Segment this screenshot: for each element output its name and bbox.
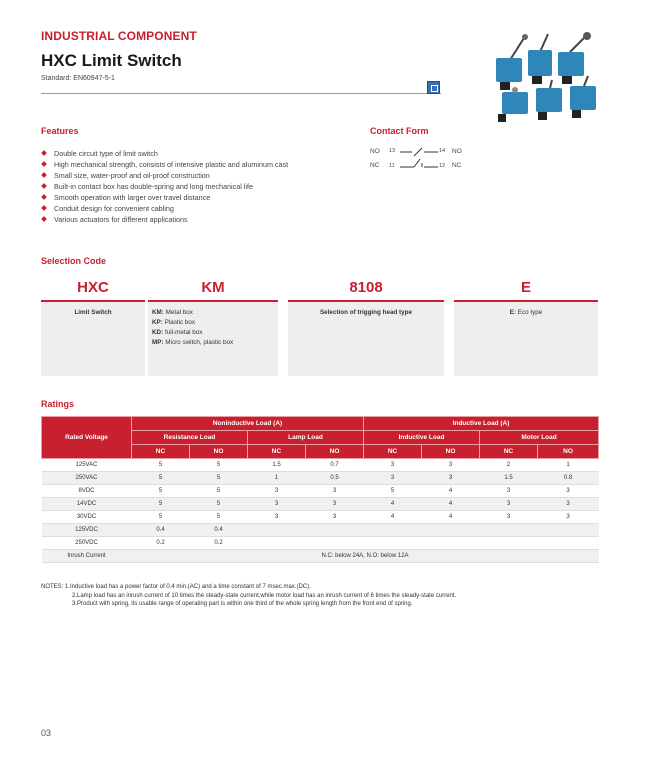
- contact-left-top-num: 13: [389, 148, 396, 154]
- table-row: [42, 485, 599, 498]
- desc-type: E: Eco type: [454, 302, 598, 376]
- cell: 0.2: [190, 537, 248, 550]
- document-icon[interactable]: [427, 81, 440, 94]
- ratings-title: Ratings: [41, 399, 75, 409]
- cell: 0.7: [306, 459, 364, 472]
- feature-item: Smooth operation with larger over travel distance: [41, 192, 341, 203]
- cell: 4: [422, 498, 480, 511]
- cell: 3: [248, 498, 306, 511]
- header-lamp: Lamp Load: [248, 431, 364, 445]
- cell: 4: [422, 511, 480, 524]
- cell: [248, 537, 306, 550]
- cell: 5: [190, 498, 248, 511]
- cell: [306, 537, 364, 550]
- cell: 3: [538, 485, 599, 498]
- header-no: NO: [422, 445, 480, 459]
- table-row: [42, 459, 599, 472]
- cell: 5: [364, 485, 422, 498]
- features-title: Features: [41, 126, 79, 136]
- page-title: HXC Limit Switch: [41, 51, 182, 70]
- cell: 5: [132, 485, 190, 498]
- cell: [422, 537, 480, 550]
- cell: 30VDC: [42, 511, 132, 524]
- table-row: [42, 498, 599, 511]
- cell: 1.5: [248, 459, 306, 472]
- cell: 3: [480, 511, 538, 524]
- cell: 5: [132, 498, 190, 511]
- inrush-label: Inrush Current: [42, 550, 132, 563]
- table-row: [42, 524, 599, 537]
- cell: 3: [480, 498, 538, 511]
- cell: [364, 524, 422, 537]
- cell: 4: [364, 498, 422, 511]
- header-nc: NC: [248, 445, 306, 459]
- cell: 1: [538, 459, 599, 472]
- code-series: HXC: [41, 276, 145, 302]
- notes: [41, 583, 601, 609]
- header-motor: Motor Load: [480, 431, 599, 445]
- ratings-table: [41, 416, 599, 563]
- features-list: [41, 148, 341, 225]
- header-no: NO: [190, 445, 248, 459]
- cell: 3: [538, 511, 599, 524]
- feature-item: Double circuit type of limit switch: [41, 148, 341, 159]
- cell: 3: [538, 498, 599, 511]
- contact-left-bottom-num: 11: [389, 163, 395, 169]
- header-inductive-load: Inductive Load: [364, 431, 480, 445]
- header-no: NO: [538, 445, 599, 459]
- cell: 250VAC: [42, 472, 132, 485]
- desc-box-item: KM: Metal box: [152, 309, 193, 316]
- cell: 4: [364, 511, 422, 524]
- cell: 5: [132, 472, 190, 485]
- page-number: 03: [41, 728, 52, 738]
- feature-item: Built-in contact box has double-spring and long mechanical life: [41, 181, 341, 192]
- table-row: [42, 511, 599, 524]
- cell: 3: [364, 459, 422, 472]
- desc-box-item: MP: Micro switch, plastic box: [152, 339, 234, 346]
- cell: [480, 537, 538, 550]
- note-line: 2.Lamp load has an inrush current of 10 times the steady-state current,while motor load has an inrush current of 6 times the steady-state current.: [72, 592, 457, 599]
- cell: 3: [248, 485, 306, 498]
- cell: 5: [190, 459, 248, 472]
- header-inductive: Inductive Load (A): [364, 417, 599, 431]
- feature-item: Small size, water-proof and oil-proof construction: [41, 170, 341, 181]
- cell: 5: [132, 459, 190, 472]
- cell: 5: [132, 511, 190, 524]
- header-no: NO: [306, 445, 364, 459]
- cell: 250VDC: [42, 537, 132, 550]
- cell: 8VDC: [42, 485, 132, 498]
- desc-box-item: KP: Plastic box: [152, 319, 196, 326]
- cell: 1.5: [480, 472, 538, 485]
- contact-form-diagram: [370, 146, 480, 176]
- desc-box-item: KD: full-metal box: [152, 329, 203, 336]
- cell: 4: [422, 485, 480, 498]
- switch-1: [496, 34, 528, 90]
- table-row-inrush: [42, 550, 599, 563]
- header-nc: NC: [364, 445, 422, 459]
- cell: 3: [248, 511, 306, 524]
- category-label: INDUSTRIAL COMPONENT: [41, 29, 197, 43]
- note-line: 3.Product with spring, its usable range of operating part is within one third of the whole spring length from the front end of spring.: [72, 601, 413, 607]
- feature-item: High mechanical strength, consists of intensive plastic and aluminum cast: [41, 159, 341, 170]
- cell: [538, 524, 599, 537]
- header-divider: [41, 93, 441, 94]
- feature-item: Conduit design for convenient cabling: [41, 203, 341, 214]
- header-rated-voltage: Rated Voltage: [42, 417, 132, 459]
- cell: 0.4: [132, 524, 190, 537]
- cell: 5: [190, 511, 248, 524]
- cell: [306, 524, 364, 537]
- desc-series: Limit Switch: [41, 302, 145, 376]
- cell: 3: [306, 485, 364, 498]
- switch-4: [498, 87, 528, 122]
- switch-6: [570, 76, 596, 118]
- cell: 5: [190, 485, 248, 498]
- cell: 5: [190, 472, 248, 485]
- code-head: 8108: [288, 276, 444, 302]
- contact-left-bottom: NC: [370, 162, 380, 169]
- contact-right-bottom: NC: [452, 162, 462, 169]
- cell: 125VAC: [42, 459, 132, 472]
- contact-form-title: Contact Form: [370, 126, 429, 136]
- cell: 0.8: [538, 472, 599, 485]
- feature-item: Various actuators for different applications: [41, 214, 341, 225]
- contact-right-bottom-num: 12: [439, 163, 446, 169]
- header-nc: NC: [480, 445, 538, 459]
- product-image: [488, 30, 608, 125]
- desc-box: [148, 302, 278, 376]
- cell: 14VDC: [42, 498, 132, 511]
- cell: 3: [306, 511, 364, 524]
- cell: [364, 537, 422, 550]
- switch-2: [528, 34, 552, 84]
- cell: 0.5: [306, 472, 364, 485]
- cell: [480, 524, 538, 537]
- cell: 1: [248, 472, 306, 485]
- table-row: [42, 537, 599, 550]
- cell: 3: [422, 459, 480, 472]
- switch-5: [536, 80, 562, 120]
- cell: [248, 524, 306, 537]
- cell: 0.2: [132, 537, 190, 550]
- cell: 2: [480, 459, 538, 472]
- header-resistance: Resistance Load: [132, 431, 248, 445]
- code-type: E: [454, 276, 598, 302]
- header-noninductive: Noninductive Load (A): [132, 417, 364, 431]
- switch-3: [558, 32, 591, 84]
- header-nc: NC: [132, 445, 190, 459]
- contact-left-top: NO: [370, 148, 380, 155]
- table-row: [42, 472, 599, 485]
- selection-code-title: Selection Code: [41, 256, 107, 266]
- desc-head: Selection of trigging head type: [288, 302, 444, 376]
- inrush-value: N.C: below 24A, N.O: below 12A: [132, 550, 599, 563]
- contact-symbol: [400, 146, 440, 176]
- cell: 125VDC: [42, 524, 132, 537]
- note-line: NOTES: 1.Inductive load has a power factor of 0.4 min.(AC) and a time constant of 7 msec.max.(DC).: [41, 584, 311, 590]
- selection-code-bar: [41, 276, 598, 302]
- contact-right-top: NO: [452, 148, 462, 155]
- contact-right-top-num: 14: [439, 148, 446, 154]
- cell: 3: [480, 485, 538, 498]
- code-box: KM: [148, 276, 278, 302]
- cell: [422, 524, 480, 537]
- cell: 3: [364, 472, 422, 485]
- standard-text: Standard: EN60947-5-1: [41, 75, 115, 82]
- cell: 0.4: [190, 524, 248, 537]
- cell: 3: [422, 472, 480, 485]
- cell: [538, 537, 599, 550]
- cell: 3: [306, 498, 364, 511]
